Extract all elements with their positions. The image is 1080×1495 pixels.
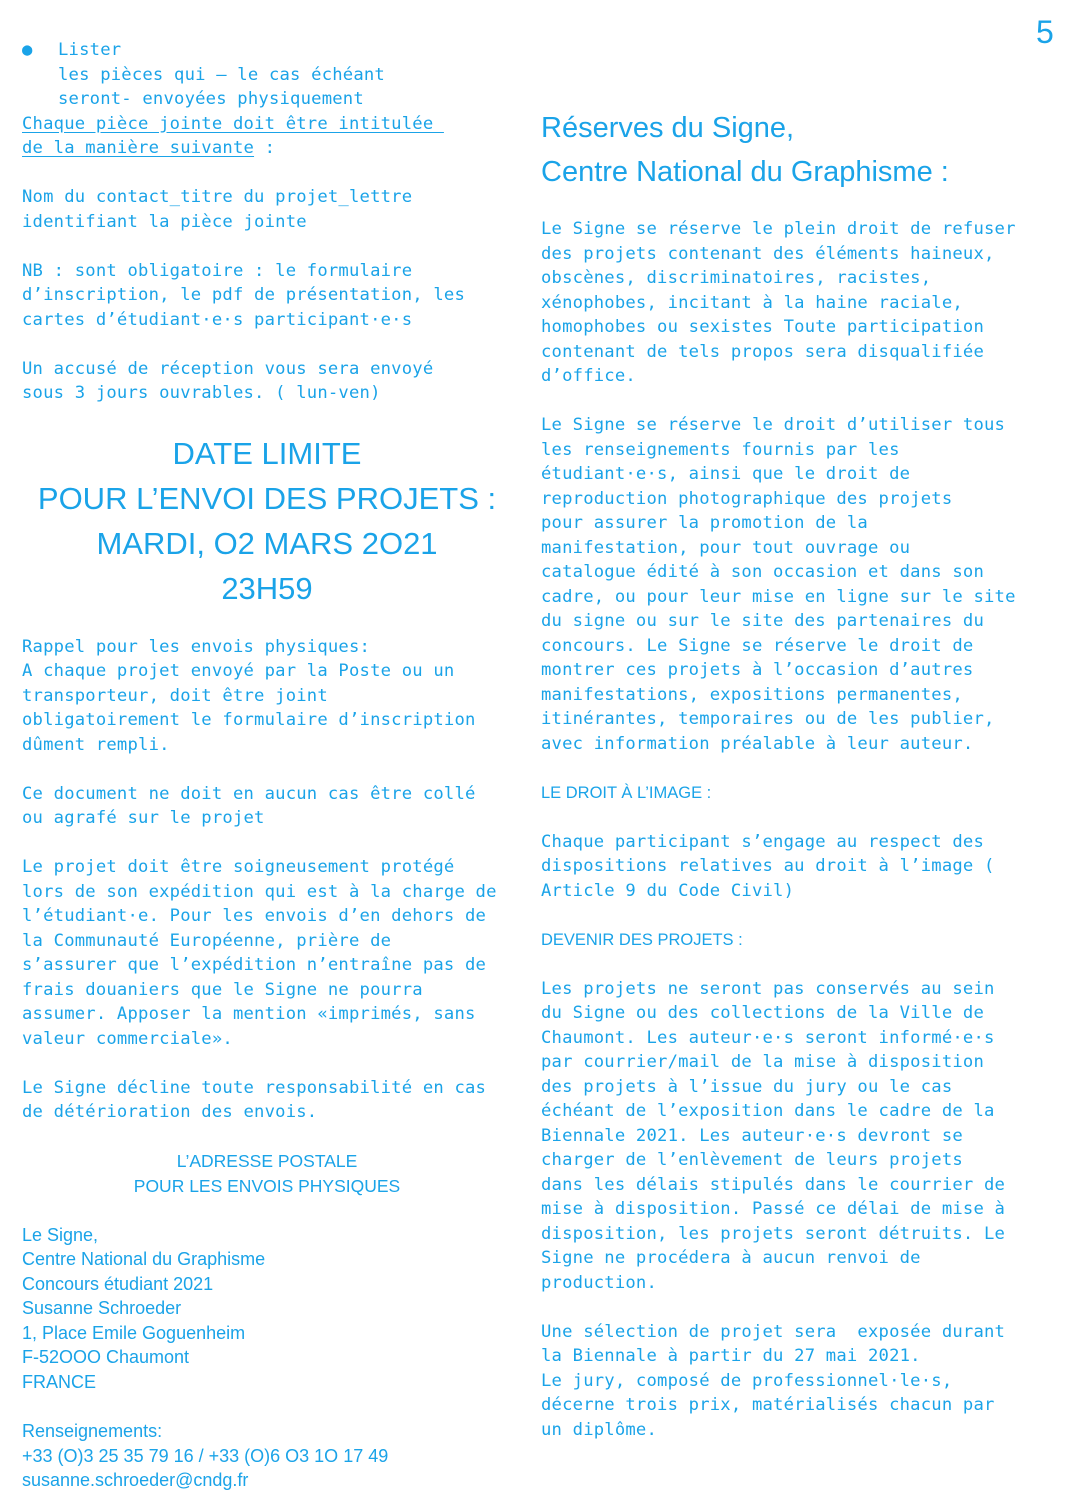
- right-column: [541, 106, 1061, 1442]
- text-line: Une sélection de projet sera exposée durant: [541, 1321, 1006, 1342]
- naming-format: [22, 185, 512, 234]
- bullet-line: les pièces qui – le cas échéant: [58, 64, 385, 85]
- text-line: par courrier/mail de la mise à disposition: [541, 1052, 985, 1072]
- receipt-note: [22, 357, 512, 406]
- mandatory-note: [22, 259, 512, 333]
- text-line: transporteur, doit être joint: [22, 685, 328, 706]
- projects-future-paragraph: [541, 977, 1061, 1296]
- contact-info: [22, 1419, 512, 1493]
- text-line: frais douaniers que le Signe ne pourra: [22, 979, 423, 1000]
- text-line: Chaumont. Les auteur·e·s seront informé·e·s: [541, 1027, 995, 1048]
- text-line: Ce document ne doit en aucun cas être collé: [22, 783, 476, 804]
- contact-phone: +33 (O)3 25 35 79 16 / +33 (O)6 O3 1O 17 49: [22, 1445, 389, 1466]
- text-line: manifestations, expositions permanentes,: [541, 684, 963, 705]
- text-line: Article 9 du Code Civil): [541, 880, 795, 901]
- text-line: catalogue édité à son occasion et dans son: [541, 562, 985, 582]
- deadline-line: POUR L’ENVOI DES PROJETS :: [37, 480, 497, 516]
- text-line: étudiant·e·s, ainsi que le droit de: [541, 464, 911, 484]
- bullet-icon: ●: [22, 40, 33, 60]
- heading-line: POUR LES ENVOIS PHYSIQUES: [133, 1175, 401, 1196]
- postal-address: [22, 1223, 512, 1395]
- title-line: Centre National du Graphisme :: [541, 156, 949, 188]
- protection-note: [22, 855, 512, 1051]
- text-line: cartes d’étudiant·e·s participant·e·s: [22, 309, 413, 330]
- deadline-line: 23H59: [221, 570, 313, 606]
- physical-reminder: [22, 635, 512, 758]
- text-line: Nom du contact_titre du projet_lettre: [22, 187, 413, 207]
- text-line: pour assurer la promotion de la: [541, 513, 868, 533]
- image-rights-paragraph: [541, 830, 1061, 904]
- bullet-line: Lister: [58, 40, 122, 60]
- address-line: F-52OOO Chaumont: [22, 1347, 190, 1368]
- text-line: l’étudiant·e. Pour les envois d’en dehors de: [22, 906, 487, 926]
- liability-note: [22, 1076, 512, 1125]
- text-line: charger de l’enlèvement de leurs projets: [541, 1150, 963, 1170]
- text-line: Le jury, composé de professionnel·le·s,: [541, 1370, 953, 1391]
- text-line: des projets à l’issue du jury ou le cas: [541, 1076, 953, 1097]
- deadline-heading: [22, 431, 512, 611]
- text-line: Les projets ne seront pas conservés au sein: [541, 978, 995, 999]
- text-line: la Communauté Européenne, prière de: [22, 930, 392, 951]
- section-title: [541, 106, 1061, 194]
- heading-line: L’ADRESSE POSTALE: [176, 1151, 358, 1171]
- naming-rule-line: de la manière suivante: [22, 138, 255, 158]
- text-line: Rappel pour les envois physiques:: [22, 636, 371, 657]
- glue-warning: [22, 782, 512, 831]
- text-line: Le projet doit être soigneusement protégé: [22, 857, 455, 877]
- projects-future-heading: DEVENIR DES PROJETS :: [541, 930, 743, 949]
- contact-email[interactable]: susanne.schroeder@cndg.fr: [22, 1470, 249, 1491]
- text-line: d’office.: [541, 366, 636, 386]
- text-line: dispositions relatives au droit à l’image (: [541, 856, 995, 876]
- text-line: Le Signe se réserve le droit d’utiliser tous: [541, 415, 1006, 435]
- text-line: obscènes, discriminatoires, racistes,: [541, 268, 932, 288]
- text-line: production.: [541, 1272, 658, 1293]
- text-line: des projets contenant des éléments haineux,: [541, 243, 995, 264]
- text-line: dûment rempli.: [22, 734, 170, 755]
- text-line: un diplôme.: [541, 1419, 658, 1440]
- text-line: de détérioration des envois.: [22, 1102, 318, 1122]
- text-line: obligatoirement le formulaire d’inscription: [22, 710, 476, 730]
- address-line: 1, Place Emile Goguenheim: [22, 1322, 246, 1343]
- list-pieces-bullet: [22, 38, 512, 112]
- text-line: Le Signe décline toute responsabilité en cas: [22, 1077, 487, 1098]
- address-line: Centre National du Graphisme: [22, 1249, 266, 1270]
- text-line: reproduction photographique des projets: [541, 488, 953, 509]
- title-line: Réserves du Signe,: [541, 112, 795, 144]
- text-line: concours. Le Signe se réserve le droit de: [541, 635, 974, 656]
- text-line: décerne trois prix, matérialisés chacun par: [541, 1395, 995, 1415]
- address-line: FRANCE: [22, 1372, 97, 1393]
- left-column: [22, 38, 512, 1493]
- text-line: cadre, ou pour leur mise en ligne sur le site: [541, 586, 1016, 607]
- text-line: contenant de tels propos sera disqualifiée: [541, 341, 985, 362]
- text-line: disposition, les projets seront détruits. Le: [541, 1223, 1006, 1244]
- text-line: manifestation, pour tout ouvrage ou: [541, 537, 911, 558]
- text-line: la Biennale à partir du 27 mai 2021.: [541, 1346, 921, 1366]
- text-line: montrer ces projets à l’occasion d’autres: [541, 660, 974, 680]
- bullet-line: seront- envoyées physiquement: [58, 89, 364, 109]
- naming-rule: [22, 112, 512, 161]
- text-line: Chaque participant s’engage au respect des: [541, 831, 985, 852]
- usage-rights-paragraph: [541, 413, 1061, 756]
- contact-label: Renseignements:: [22, 1421, 163, 1442]
- text-line: d’inscription, le pdf de présentation, les: [22, 285, 466, 305]
- bullet-text: [58, 38, 512, 112]
- text-line: du signe ou sur le site des partenaires du: [541, 611, 985, 631]
- text-line: échéant de l’exposition dans le cadre de la: [541, 1101, 995, 1121]
- text-line: mise à disposition. Passé ce délai de mise à: [541, 1199, 1006, 1219]
- image-rights-heading: LE DROIT À L’IMAGE :: [541, 783, 712, 802]
- text-line: itinérantes, temporaires ou de les publier,: [541, 709, 995, 729]
- address-heading: [22, 1149, 512, 1198]
- text-line: Biennale 2021. Les auteur·e·s devront se: [541, 1125, 963, 1146]
- text-line: sous 3 jours ouvrables. ( lun-ven): [22, 383, 381, 403]
- refusal-paragraph: [541, 217, 1061, 389]
- selection-paragraph: [541, 1320, 1061, 1443]
- text-line: valeur commerciale».: [22, 1028, 233, 1049]
- deadline-line: MARDI, O2 MARS 2O21: [96, 525, 438, 561]
- text-line: s’assurer que l’expédition n’entraîne pas de: [22, 955, 487, 975]
- address-line: Susanne Schroeder: [22, 1298, 182, 1319]
- text-line: A chaque projet envoyé par la Poste ou un: [22, 661, 455, 681]
- text-line: les renseignements fournis par les: [541, 439, 900, 460]
- naming-rule-suffix: :: [254, 138, 276, 158]
- deadline-line: DATE LIMITE: [172, 435, 362, 471]
- text-line: Signe ne procédera à aucun renvoi de: [541, 1248, 921, 1268]
- text-line: assumer. Apposer la mention «imprimés, sans: [22, 1004, 476, 1024]
- text-line: xénophobes, incitant à la haine raciale,: [541, 292, 963, 313]
- text-line: Le Signe se réserve le plein droit de refuser: [541, 219, 1016, 239]
- text-line: avec information préalable à leur auteur.: [541, 733, 974, 754]
- text-line: dans les délais stipulés dans le courrier de: [541, 1174, 1006, 1195]
- text-line: du Signe ou des collections de la Ville de: [541, 1003, 985, 1023]
- text-line: Un accusé de réception vous sera envoyé: [22, 358, 434, 379]
- text-line: lors de son expédition qui est à la charge de: [22, 881, 497, 902]
- text-line: ou agrafé sur le projet: [22, 808, 265, 828]
- text-line: NB : sont obligatoire : le formulaire: [22, 260, 413, 281]
- text-line: homophobes ou sexistes Toute participation: [541, 317, 985, 337]
- address-line: Concours étudiant 2021: [22, 1273, 214, 1294]
- page-number: 5: [1036, 14, 1054, 50]
- address-line: Le Signe,: [22, 1224, 99, 1245]
- naming-rule-line: Chaque pièce jointe doit être intitulée: [22, 113, 444, 134]
- text-line: identifiant la pièce jointe: [22, 211, 307, 232]
